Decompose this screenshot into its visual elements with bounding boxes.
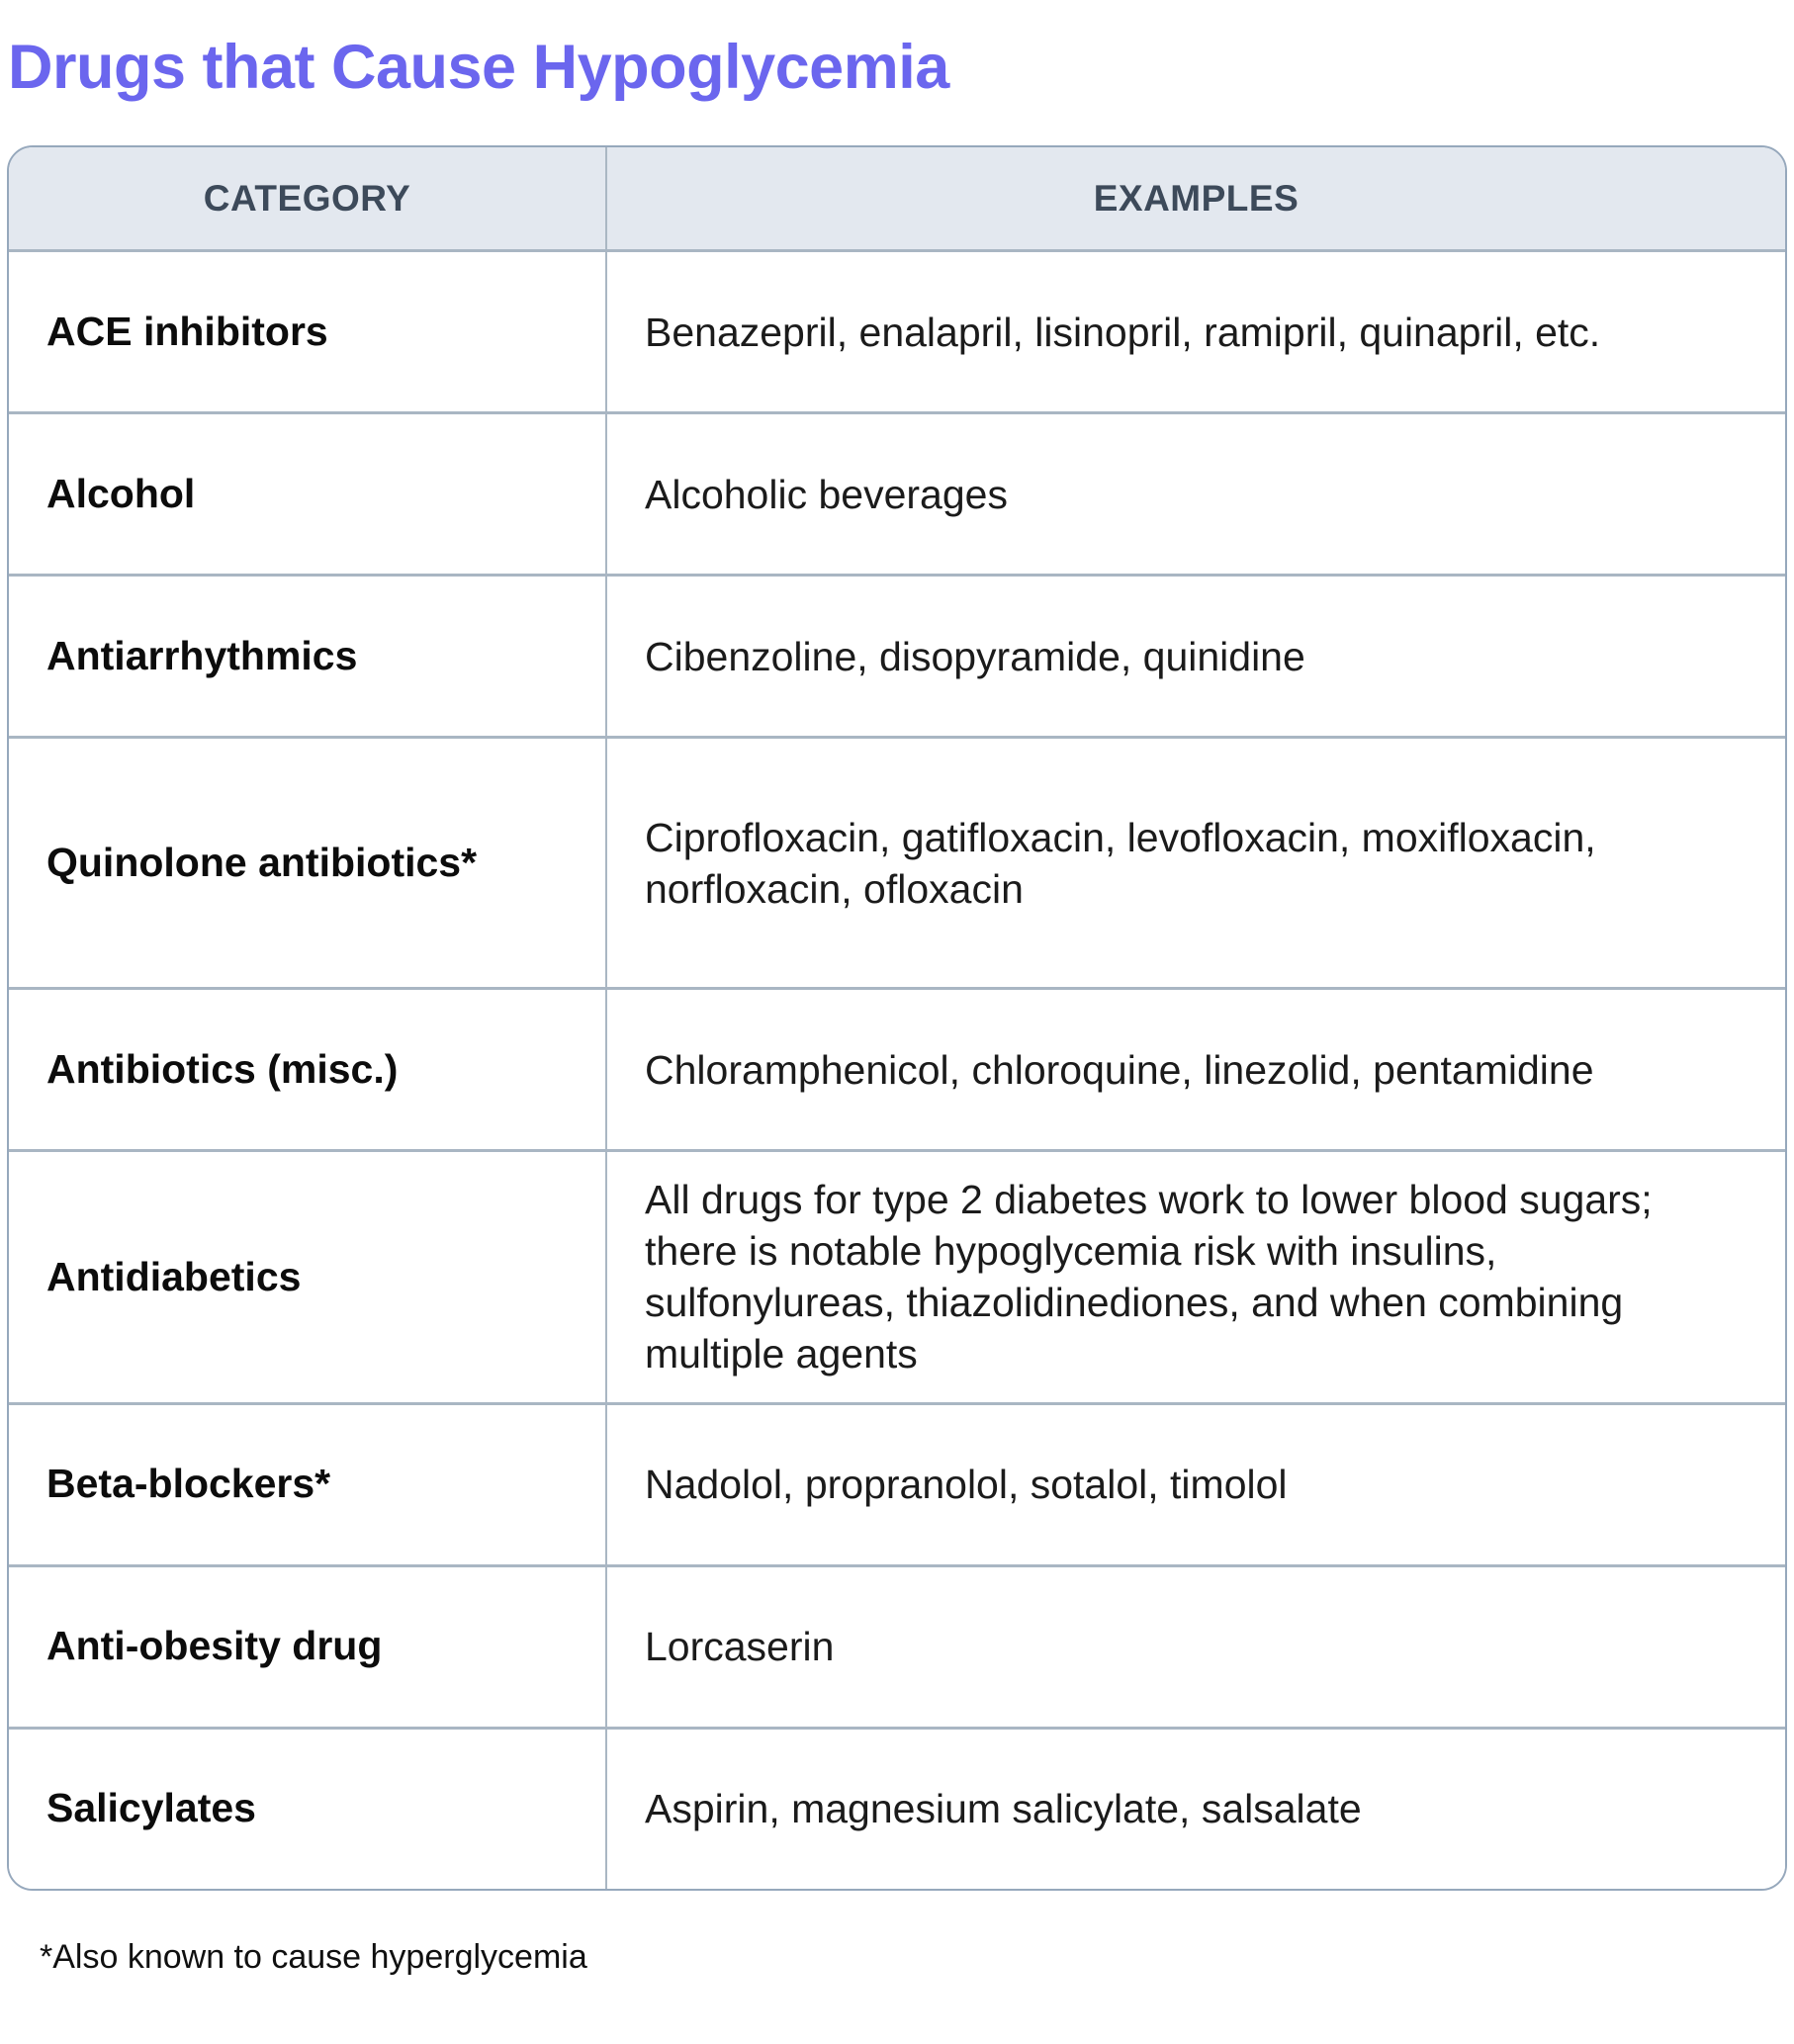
examples-cell: All drugs for type 2 diabetes work to lower blood sugars; there is notable hypoglycemia risk with insulins, sulfonylureas, thiazolidinediones, and when combining multiple agents [645, 1177, 1653, 1377]
table-row [9, 411, 1785, 574]
category-cell: Anti-obesity drug [9, 1567, 607, 1727]
examples-cell: Ciprofloxacin, gatifloxacin, levofloxacin, moxifloxacin, norfloxacin, ofloxacin [645, 814, 1596, 912]
examples-cell: Aspirin, magnesium salicylate, salsalate [645, 1786, 1362, 1832]
page-title: Drugs that Cause Hypoglycemia [8, 33, 949, 102]
drug-table [7, 145, 1787, 1890]
table-row [9, 1149, 1785, 1401]
header-cell-category: CATEGORY [9, 147, 607, 249]
examples-cell: Alcoholic beverages [645, 471, 1008, 517]
table-row [9, 1564, 1785, 1727]
examples-cell: Nadolol, propranolol, sotalol, timolol [645, 1462, 1288, 1508]
examples-cell: Chloramphenicol, chloroquine, linezolid, pentamidine [645, 1046, 1594, 1093]
examples-cell: Benazepril, enalapril, lisinopril, ramipril, quinapril, etc. [645, 309, 1601, 355]
table-row [9, 987, 1785, 1149]
category-cell: ACE inhibitors [9, 252, 607, 411]
table-row [9, 736, 1785, 987]
examples-cell: Cibenzoline, disopyramide, quinidine [645, 633, 1305, 679]
table-row [9, 574, 1785, 736]
table-row [9, 249, 1785, 411]
examples-cell: Lorcaserin [645, 1624, 835, 1670]
category-cell: Alcohol [9, 414, 607, 574]
table-body [9, 249, 1785, 1888]
category-cell: Beta-blockers* [9, 1405, 607, 1564]
table-row [9, 1727, 1785, 1889]
table-header [9, 147, 1785, 249]
category-cell: Quinolone antibiotics* [9, 739, 607, 987]
category-cell: Salicylates [9, 1730, 607, 1889]
category-cell: Antibiotics (misc.) [9, 990, 607, 1149]
header-cell-examples: EXAMPLES [1093, 177, 1300, 219]
category-cell: Antiarrhythmics [9, 577, 607, 736]
table-row [9, 1402, 1785, 1564]
footnote: *Also known to cause hyperglycemia [40, 1937, 587, 1976]
category-cell: Antidiabetics [9, 1152, 607, 1401]
